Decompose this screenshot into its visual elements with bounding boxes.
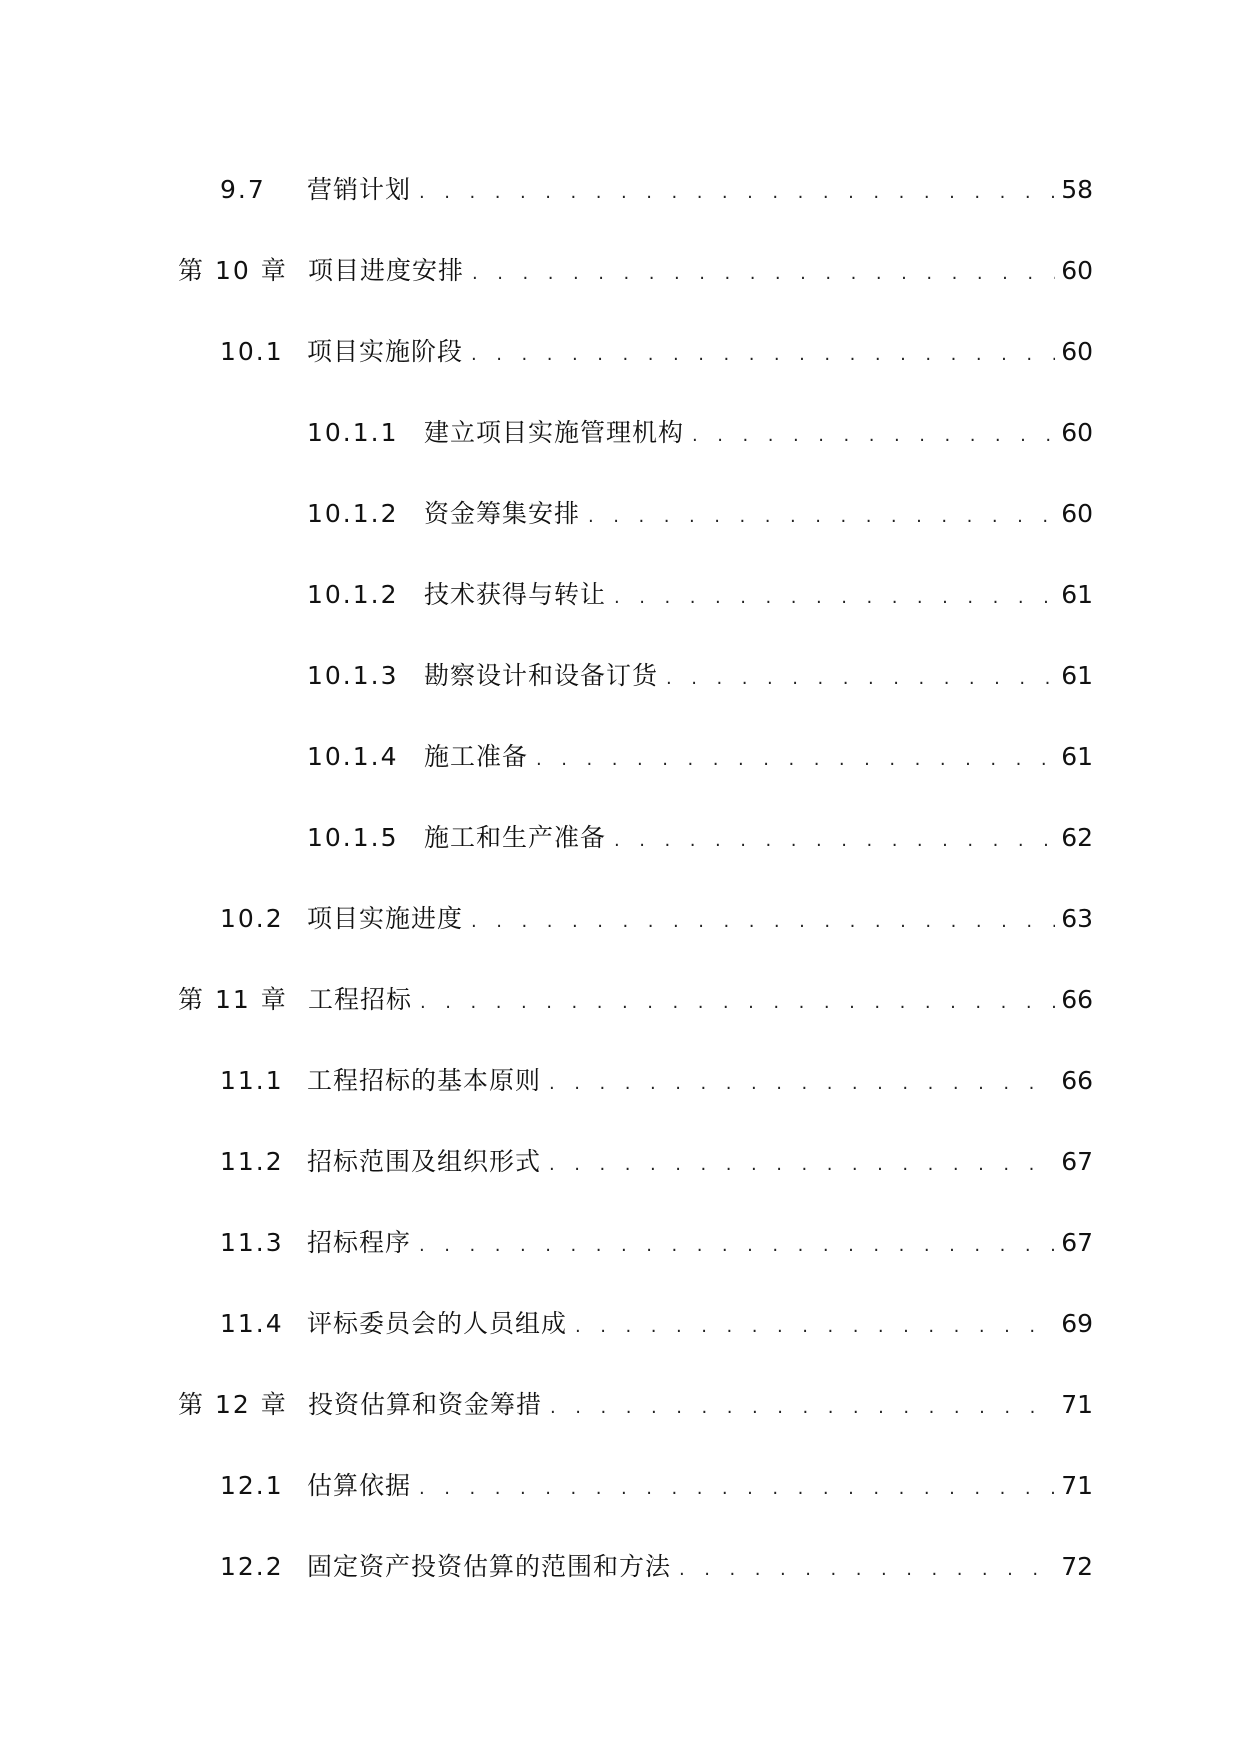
toc-entry[interactable] (307, 818, 1093, 858)
toc-entry-number: 11.2 (220, 1147, 284, 1176)
dot-leader (692, 416, 1055, 456)
toc-entry-number: 第 11 章 (178, 985, 288, 1014)
toc-entry-title: 固定资产投资估算的范围和方法 (307, 1552, 672, 1581)
toc-entry-page: 61 (1061, 661, 1093, 690)
toc-entry-title: 估算依据 (307, 1471, 412, 1500)
dot-leader (575, 1307, 1055, 1347)
toc-entry-number: 10.1 (220, 337, 284, 366)
toc-entry-number: 11.4 (220, 1309, 284, 1338)
toc-entry[interactable] (220, 1466, 1093, 1506)
dot-leader (536, 740, 1055, 780)
toc-entry[interactable] (220, 1142, 1093, 1182)
toc-entry[interactable] (220, 1304, 1093, 1344)
toc-entry-title: 技术获得与转让 (424, 580, 607, 609)
toc-entry-title: 投资估算和资金筹措 (308, 1390, 543, 1419)
toc-entry-page: 66 (1061, 985, 1093, 1014)
toc-entry-number: 10.1.1 (307, 418, 399, 447)
toc-entry[interactable] (220, 899, 1093, 939)
toc-entry[interactable] (307, 413, 1093, 453)
toc-entry-page: 61 (1061, 580, 1093, 609)
dot-leader (419, 1226, 1055, 1266)
dot-leader (679, 1550, 1055, 1590)
toc-entry-number: 第 10 章 (178, 256, 288, 285)
toc-entry-title: 工程招标的基本原则 (307, 1066, 542, 1095)
toc-entry-number: 12.2 (220, 1552, 284, 1581)
toc-entry-number: 10.1.2 (307, 580, 399, 609)
toc-entry[interactable] (220, 1547, 1093, 1587)
toc-entry-page: 60 (1061, 337, 1093, 366)
dot-leader (472, 254, 1055, 294)
toc-entry-title: 资金筹集安排 (424, 499, 581, 528)
toc-entry-title: 工程招标 (308, 985, 413, 1014)
toc-entry-title: 招标程序 (307, 1228, 412, 1257)
toc-entry-title: 建立项目实施管理机构 (424, 418, 685, 447)
toc-entry-page: 71 (1061, 1390, 1093, 1419)
toc-entry[interactable] (178, 251, 1093, 291)
dot-leader (666, 659, 1055, 699)
toc-entry[interactable] (220, 1061, 1093, 1101)
toc-entry-page: 60 (1061, 418, 1093, 447)
toc-entry-title: 项目实施阶段 (307, 337, 464, 366)
toc-entry-title: 施工和生产准备 (424, 823, 607, 852)
toc-entry-title: 项目实施进度 (307, 904, 464, 933)
toc-entry-page: 60 (1061, 499, 1093, 528)
toc-entry-page: 66 (1061, 1066, 1093, 1095)
dot-leader (614, 578, 1055, 618)
toc-entry-page: 62 (1061, 823, 1093, 852)
dot-leader (550, 1388, 1055, 1428)
toc-entry[interactable] (220, 170, 1093, 210)
toc-entry-page: 67 (1061, 1147, 1093, 1176)
dot-leader (549, 1064, 1055, 1104)
toc-entry-title: 施工准备 (424, 742, 529, 771)
toc-entry-page: 60 (1061, 256, 1093, 285)
toc-entry-page: 69 (1061, 1309, 1093, 1338)
toc-entry-number: 12.1 (220, 1471, 284, 1500)
dot-leader (419, 173, 1055, 213)
toc-entry-title: 招标范围及组织形式 (307, 1147, 542, 1176)
toc-entry-page: 72 (1061, 1552, 1093, 1581)
toc-entry[interactable] (307, 494, 1093, 534)
dot-leader (588, 497, 1055, 537)
dot-leader (549, 1145, 1055, 1185)
toc-entry-page: 71 (1061, 1471, 1093, 1500)
toc-entry[interactable] (178, 980, 1093, 1020)
toc-entry-page: 61 (1061, 742, 1093, 771)
toc-entry-number: 10.1.4 (307, 742, 399, 771)
toc-entry[interactable] (220, 332, 1093, 372)
toc-entry[interactable] (220, 1223, 1093, 1263)
dot-leader (419, 1469, 1055, 1509)
toc-entry-number: 10.2 (220, 904, 284, 933)
toc-entry[interactable] (307, 737, 1093, 777)
toc-entry-page: 63 (1061, 904, 1093, 933)
toc-entry-number: 11.3 (220, 1228, 284, 1257)
toc-entry-number: 第 12 章 (178, 1390, 288, 1419)
toc-entry-number: 11.1 (220, 1066, 284, 1095)
toc-entry-number: 10.1.5 (307, 823, 399, 852)
toc-entry-page: 67 (1061, 1228, 1093, 1257)
toc-entry-number: 9.7 (220, 175, 266, 204)
toc-entry-number: 10.1.2 (307, 499, 399, 528)
toc-entry[interactable] (307, 575, 1093, 615)
dot-leader (471, 335, 1055, 375)
toc-entry-title: 评标委员会的人员组成 (307, 1309, 568, 1338)
toc-entry-title: 勘察设计和设备订货 (424, 661, 659, 690)
dot-leader (471, 902, 1055, 942)
dot-leader (420, 983, 1055, 1023)
toc-entry-title: 项目进度安排 (308, 256, 465, 285)
toc-entry[interactable] (307, 656, 1093, 696)
dot-leader (614, 821, 1055, 861)
toc-entry-number: 10.1.3 (307, 661, 399, 690)
toc-entry[interactable] (178, 1385, 1093, 1425)
toc-entry-page: 58 (1061, 175, 1093, 204)
toc-entry-title: 营销计划 (307, 175, 412, 204)
